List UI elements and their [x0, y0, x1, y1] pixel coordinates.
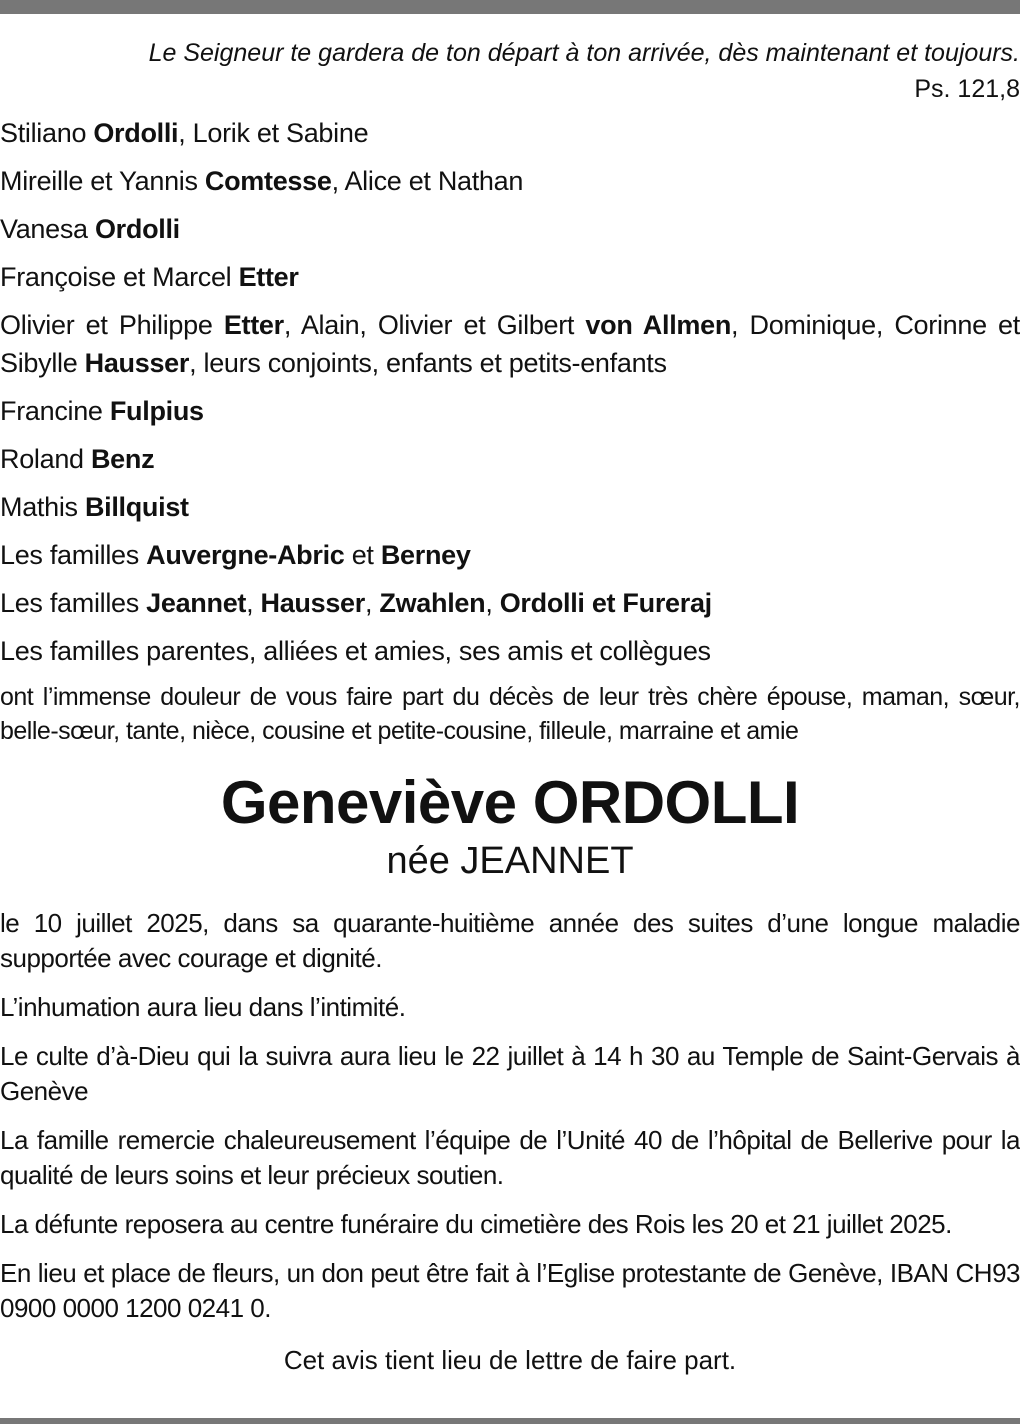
family-surname: Ordolli et Fureraj	[499, 588, 712, 618]
family-text: Stiliano	[0, 118, 94, 148]
family-surname: Hausser	[84, 348, 190, 378]
family-text: Les familles	[0, 540, 147, 570]
family-line	[0, 306, 1020, 382]
donation-details: En lieu et place de fleurs, un don peut être fait à l’Eglise protestante de Genève, IBAN CH93 0900 0000 1200 0241 0.	[0, 1258, 1020, 1323]
verse-reference: Ps. 121,8	[914, 75, 1020, 103]
family-line	[0, 584, 1020, 622]
family-surname: Ordolli	[93, 118, 179, 148]
family-surname: Etter	[238, 262, 299, 292]
family-surname: Comtesse	[204, 166, 332, 196]
family-text: Olivier et Philippe	[0, 310, 224, 340]
family-text: Mathis	[0, 492, 85, 522]
family-surname: Jeannet	[146, 588, 247, 618]
deceased-name: Geneviève ORDOLLI	[220, 769, 800, 836]
maiden-name: née JEANNET	[386, 840, 634, 882]
thanks-text: La famille remercie chaleureusement l’équipe de l’Unité 40 de l’hôpital de Bellerive pour la qualité de leurs soins et leur précieux soutien.	[0, 1125, 1020, 1190]
family-line	[0, 488, 1020, 526]
death-details: le 10 juillet 2025, dans sa quarante-huitième année des suites d’une longue maladie supportée avec courage et dignité.	[0, 908, 1020, 973]
family-text: , leurs conjoints, enfants et petits-enfants	[189, 348, 667, 378]
family-text: Les familles parentes, alliées et amies, ses amis et collègues	[0, 636, 711, 666]
family-surname: Auvergne-Abric	[146, 540, 345, 570]
family-line	[0, 162, 1020, 200]
family-surname: Benz	[90, 444, 155, 474]
family-text: , Alain, Olivier et Gilbert	[283, 310, 586, 340]
announcement-text: ont l’immense douleur de vous faire part du décès de leur très chère épouse, maman, sœur, belle-sœur, tante, nièce, cousine et petite-cousine, filleule, marraine et amie	[0, 683, 1020, 745]
bible-verse: Le Seigneur te gardera de ton départ à ton arrivée, dès maintenant et toujours.	[148, 39, 1020, 67]
viewing-details: La défunte reposera au centre funéraire du cimetière des Rois les 20 et 21 juillet 2025.	[0, 1209, 952, 1239]
family-text: ,	[364, 588, 380, 618]
bottom-border	[0, 1418, 1020, 1424]
family-surname: Billquist	[84, 492, 189, 522]
family-text: et	[344, 540, 381, 570]
family-line	[0, 114, 1020, 152]
family-text: , Alice et Nathan	[331, 166, 524, 196]
family-text: Les familles	[0, 588, 147, 618]
family-surname: Fulpius	[109, 396, 204, 426]
family-line	[0, 632, 1020, 670]
burial-details: L’inhumation aura lieu dans l’intimité.	[0, 992, 406, 1022]
family-text: ,	[485, 588, 500, 618]
service-details: Le culte d’à-Dieu qui la suivra aura lieu le 22 juillet à 14 h 30 au Temple de Saint-Gervais à Genève	[0, 1041, 1020, 1106]
family-text: Vanesa	[0, 214, 95, 244]
top-border	[0, 0, 1020, 14]
closing-note: Cet avis tient lieu de lettre de faire part.	[283, 1345, 737, 1375]
family-text: , Lorik et Sabine	[178, 118, 369, 148]
family-surname: von Allmen	[585, 310, 732, 340]
family-line	[0, 258, 1020, 296]
family-line	[0, 440, 1020, 478]
family-surname: Hausser	[260, 588, 365, 618]
family-text: Francine	[0, 396, 110, 426]
family-text: ,	[246, 588, 261, 618]
family-surname: Berney	[380, 540, 471, 570]
family-surname: Ordolli	[94, 214, 180, 244]
family-text: , Dominique, Corinne et Sibylle	[0, 310, 1020, 378]
family-line	[0, 536, 1020, 574]
family-text: Françoise et Marcel	[0, 262, 239, 292]
family-line	[0, 210, 1020, 248]
family-surname: Zwahlen	[379, 588, 486, 618]
family-line	[0, 392, 1020, 430]
family-text: Roland	[0, 444, 91, 474]
family-text: Mireille et Yannis	[0, 166, 205, 196]
family-surname: Etter	[223, 310, 284, 340]
notice-content	[0, 34, 1020, 1380]
